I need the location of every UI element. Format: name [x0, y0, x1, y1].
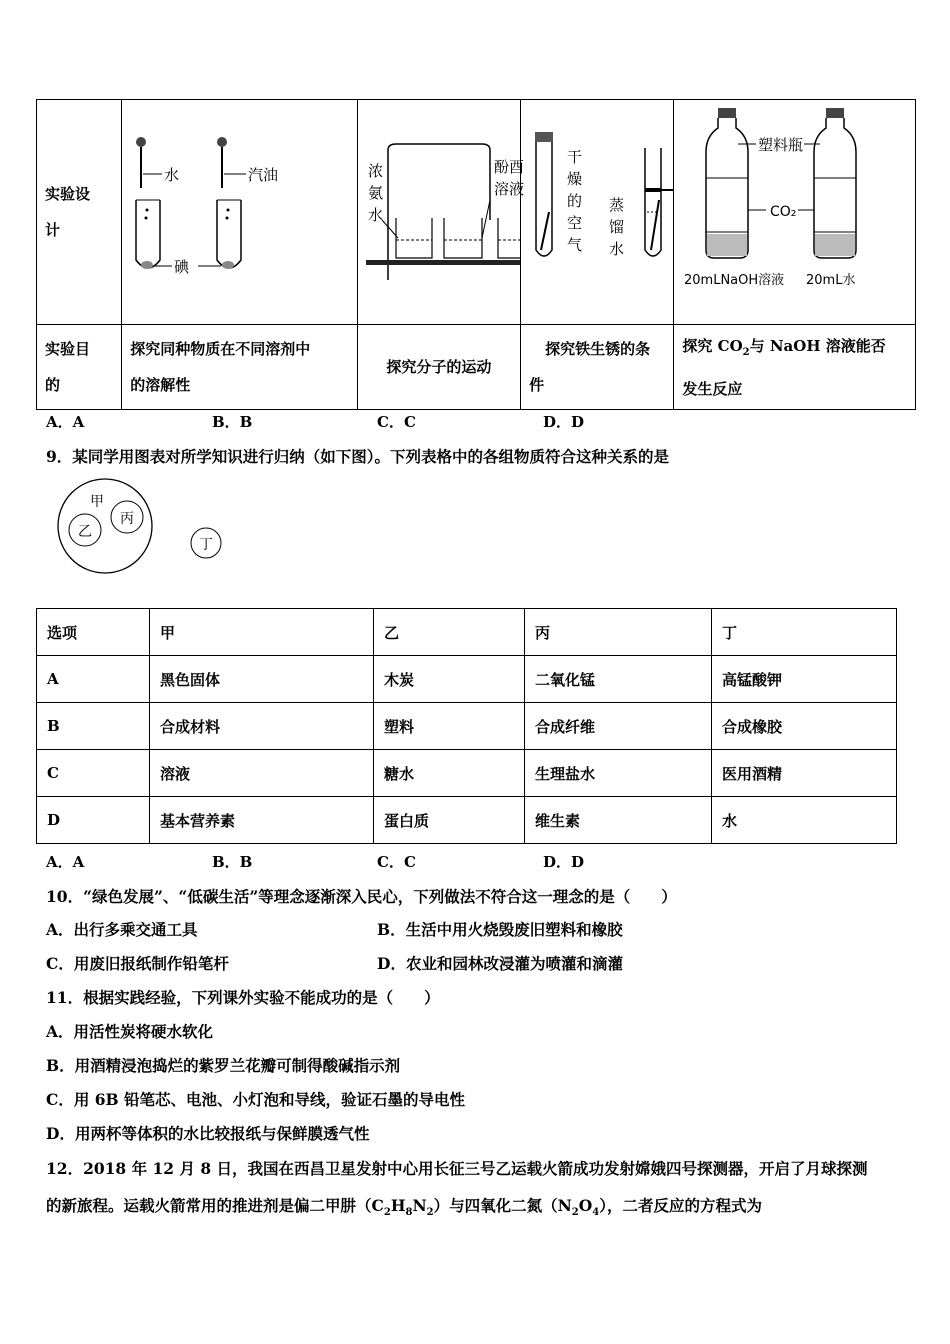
figure-c-cell: [521, 100, 674, 325]
dry-air-char-1: 干: [567, 148, 583, 166]
purpose-label-line1: 实验目: [45, 340, 91, 358]
dry-air-char-3: 的: [567, 192, 583, 210]
q12-sub: 4: [592, 1207, 600, 1219]
table-cell: 溶液: [150, 750, 374, 797]
design-row-label: [37, 100, 122, 325]
table-cell: 基本营养素: [150, 797, 374, 844]
design-label-line1: 实验设: [45, 185, 91, 203]
q10-option-d[interactable]: D．农业和园林改浸灌为喷灌和滴灌: [377, 954, 623, 973]
table-row: [37, 656, 897, 703]
table-cell: 合成材料: [150, 703, 374, 750]
label-ammonia-3: 水: [367, 206, 383, 224]
purpose-d-post: 与 NaOH 溶液能否: [749, 336, 886, 355]
purpose-c-line2: 件: [529, 376, 545, 394]
q11-option-a[interactable]: A．用活性炭将硬水软化: [46, 1022, 214, 1041]
table-cell: 维生素: [525, 797, 712, 844]
header-cell: 选项: [37, 609, 150, 656]
header-cell: 乙: [374, 609, 525, 656]
table-header-row: [37, 609, 897, 656]
table-cell: 黑色固体: [150, 656, 374, 703]
q9-options-table: [36, 608, 897, 844]
table-cell: C: [37, 750, 150, 797]
q10-option-c[interactable]: C．用废旧报纸制作铅笔杆: [46, 954, 229, 973]
q12-sub: 2: [426, 1207, 434, 1219]
dry-air-char-4: 空: [567, 214, 583, 232]
table-row: [37, 703, 897, 750]
venn-jia: 甲: [90, 494, 104, 510]
header-cell: 丁: [712, 609, 897, 656]
q12-text-a: 的新旅程。运载火箭常用的推进剂是偏二甲肼（C: [46, 1196, 384, 1215]
q8-option-c[interactable]: C．C: [377, 413, 416, 431]
table-cell: 高锰酸钾: [712, 656, 897, 703]
dry-air-char-5: 气: [567, 236, 583, 254]
venn-ding: 丁: [199, 537, 213, 553]
q12-stem-line1: 12．2018 年 12 月 8 日，我国在西昌卫星发射中心用长征三号乙运载火箭成功发射嫦娥四号探测器，开启了月球探测: [46, 1159, 868, 1178]
table-cell: 塑料: [374, 703, 525, 750]
co2-naoh-diagram: [674, 100, 914, 320]
purpose-a: [122, 325, 358, 410]
q9-option-c[interactable]: C．C: [377, 853, 416, 871]
q11-option-d[interactable]: D．用两杯等体积的水比较报纸与保鲜膜透气性: [46, 1124, 370, 1143]
purpose-row-label: [37, 325, 122, 410]
purpose-d-line2: 发生反应: [682, 379, 743, 398]
label-co2: CO₂: [770, 204, 797, 220]
dry-air-char-2: 燥: [567, 170, 583, 188]
q12-n: N: [412, 1196, 427, 1215]
q12-o: O: [578, 1196, 593, 1215]
table-row: [37, 750, 897, 797]
q10-stem: 10．“绿色发展”、“低碳生活”等理念逐渐深入民心，下列做法不符合这一理念的是（ ）: [46, 887, 677, 906]
q12-stem-line2: [46, 1194, 762, 1218]
q10-option-b[interactable]: B．生活中用火烧毁废旧塑料和橡胶: [377, 920, 623, 939]
q12-text-b: ）与四氧化二氮（N: [433, 1196, 572, 1215]
purpose-b-text: 探究分子的运动: [386, 358, 492, 376]
table-cell: 蛋白质: [374, 797, 525, 844]
table-cell: 木炭: [374, 656, 525, 703]
label-naoh-solution: 20mLNaOH溶液: [684, 273, 785, 288]
table-row: [37, 797, 897, 844]
label-water-20ml: 20mL水: [806, 273, 856, 288]
q11-option-c[interactable]: C．用 6B 铅笔芯、电池、小灯泡和导线，验证石墨的导电性: [46, 1090, 466, 1109]
q11-stem: 11．根据实践经验，下列课外实验不能成功的是（ ）: [46, 988, 440, 1007]
label-gasoline: 汽油: [248, 166, 279, 184]
q12-text-c: ），二者反应的方程式为: [599, 1196, 762, 1215]
purpose-c-line1: 探究铁生锈的条: [545, 340, 651, 358]
q8-option-a[interactable]: A．A: [46, 413, 85, 431]
label-phenol-2: 溶液: [493, 180, 524, 198]
table-cell: 医用酒精: [712, 750, 897, 797]
label-phenol-1: 酚酉: [493, 158, 524, 176]
q9-option-a[interactable]: A．A: [46, 853, 85, 871]
table-cell: 水: [712, 797, 897, 844]
label-iodine: 碘: [174, 258, 190, 276]
q8-option-d[interactable]: D．D: [543, 413, 585, 431]
distilled-char-3: 水: [609, 240, 625, 258]
header-cell: 甲: [150, 609, 374, 656]
table-cell: 合成橡胶: [712, 703, 897, 750]
solubility-diagram: [122, 100, 356, 320]
q11-option-b[interactable]: B．用酒精浸泡捣烂的紫罗兰花瓣可制得酸碱指示剂: [46, 1056, 401, 1075]
label-ammonia-1: 浓: [367, 162, 383, 180]
figure-a-cell: [122, 100, 358, 325]
table-cell: 二氧化锰: [525, 656, 712, 703]
table-cell: 生理盐水: [525, 750, 712, 797]
label-plastic-bottle: 塑料瓶: [758, 136, 804, 154]
q10-option-a[interactable]: A．出行多乘交通工具: [46, 920, 198, 939]
purpose-label-line2: 的: [45, 376, 61, 394]
iron-rust-diagram: [521, 100, 673, 320]
figure-d-cell: [674, 100, 916, 325]
purpose-d: [674, 325, 916, 410]
table-cell: D: [37, 797, 150, 844]
purpose-d-sub: 2: [742, 346, 750, 358]
q8-experiment-table: [36, 99, 916, 410]
distilled-char-1: 蒸: [609, 196, 625, 214]
q9-option-b[interactable]: B．B: [212, 853, 253, 871]
distilled-char-2: 馏: [609, 218, 625, 236]
purpose-d-pre: 探究 CO: [682, 336, 743, 355]
venn-diagram: [50, 480, 240, 580]
label-water: 水: [164, 166, 180, 184]
venn-bing: 丙: [120, 511, 134, 527]
table-cell: A: [37, 656, 150, 703]
q8-option-b[interactable]: B．B: [212, 413, 253, 431]
figure-b-cell: [357, 100, 524, 325]
venn-yi: 乙: [78, 524, 92, 540]
q9-stem: 9．某同学用图表对所学知识进行归纳（如下图）。下列表格中的各组物质符合这种关系的是: [46, 447, 670, 466]
purpose-a-line2: 的溶解性: [130, 376, 191, 394]
purpose-b: [357, 325, 520, 410]
purpose-a-line1: 探究同种物质在不同溶剂中: [130, 340, 311, 358]
table-cell: 合成纤维: [525, 703, 712, 750]
label-ammonia-2: 氨: [367, 184, 383, 202]
table-cell: B: [37, 703, 150, 750]
header-cell: 丙: [525, 609, 712, 656]
molecular-motion-diagram: [358, 100, 524, 320]
table-cell: 糖水: [374, 750, 525, 797]
design-label-line2: 计: [45, 221, 61, 239]
purpose-c: [521, 325, 674, 410]
q12-sub: 2: [383, 1207, 391, 1219]
q12-sub: 2: [571, 1207, 579, 1219]
q12-sub: 8: [405, 1207, 413, 1219]
q12-h: H: [390, 1196, 406, 1215]
q9-option-d[interactable]: D．D: [543, 853, 585, 871]
